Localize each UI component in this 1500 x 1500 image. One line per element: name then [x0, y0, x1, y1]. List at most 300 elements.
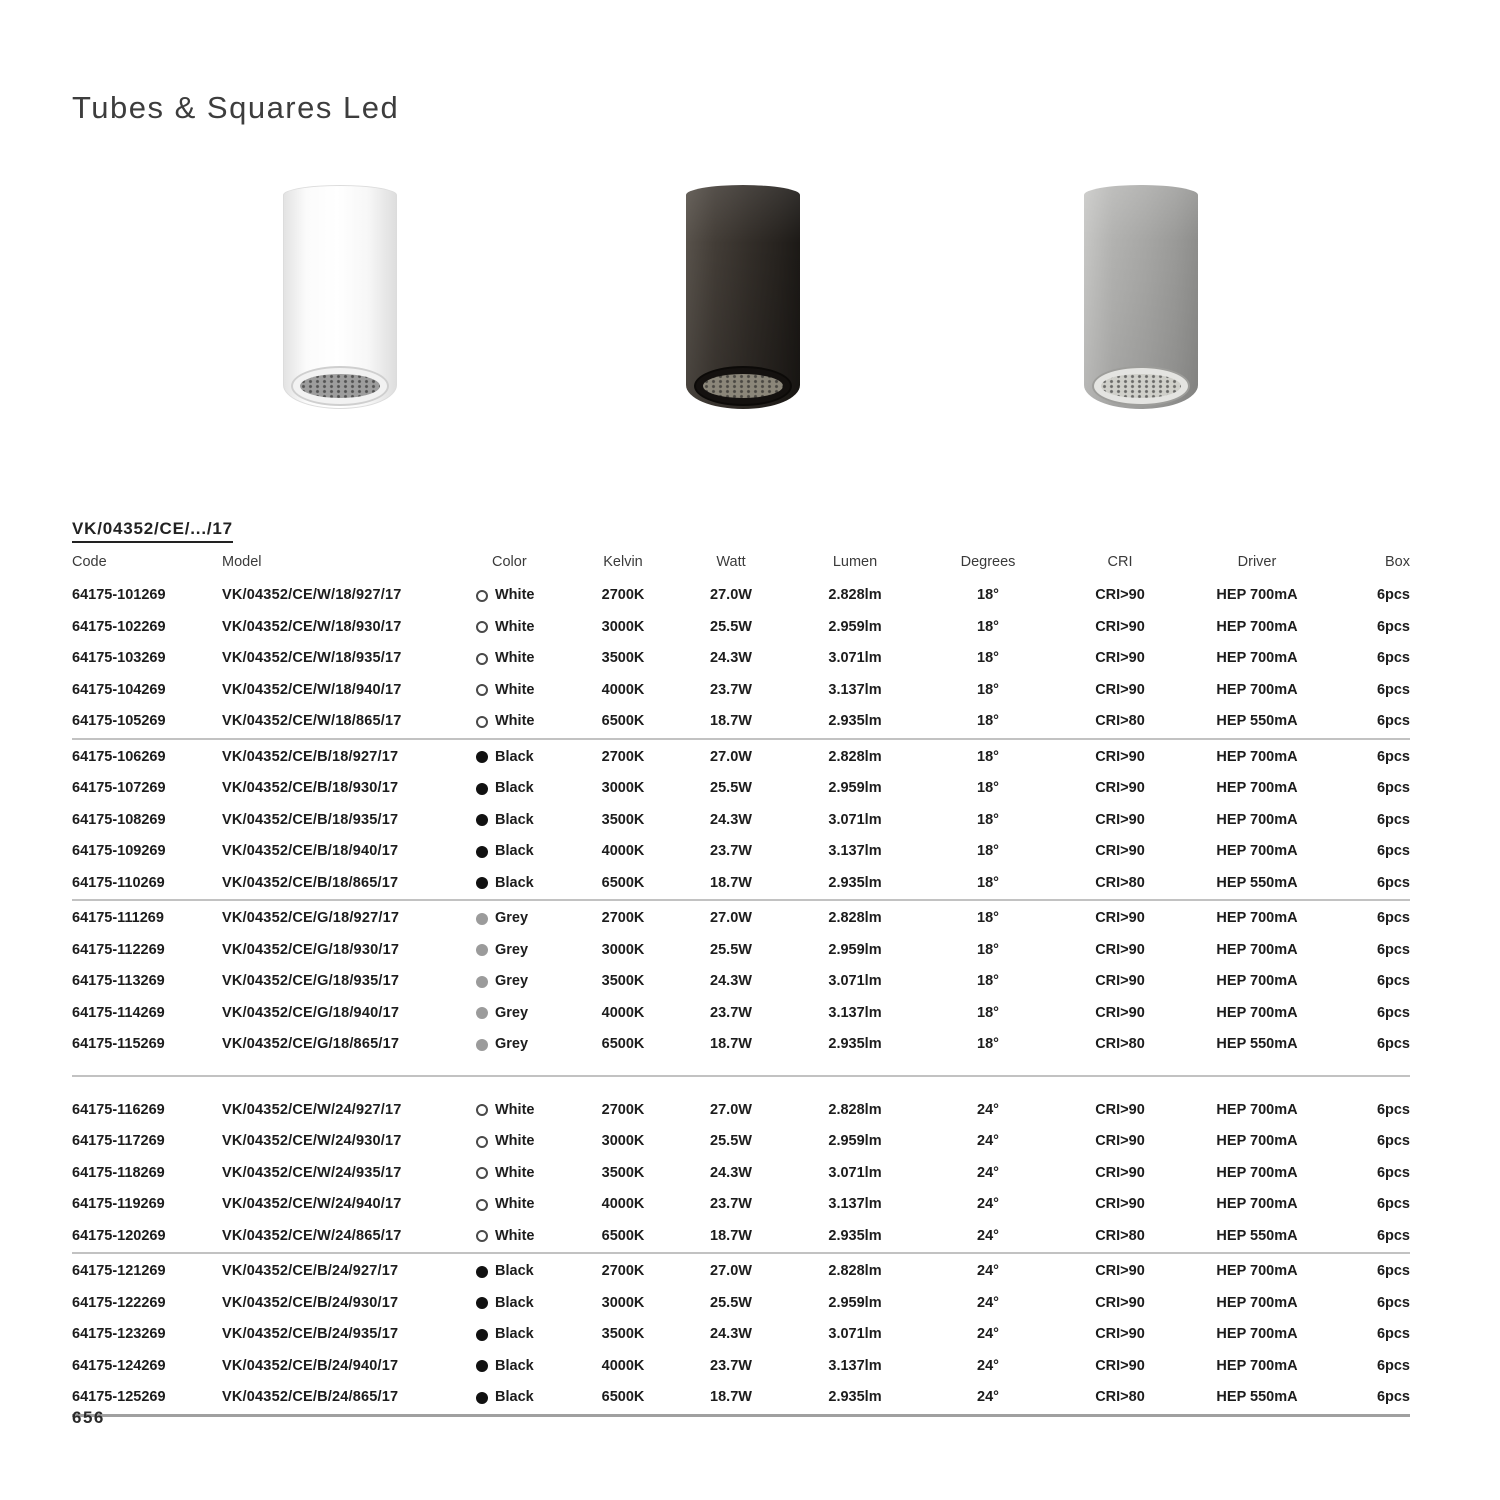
cell-color — [472, 580, 564, 612]
cell-cri: CRI>90 — [1095, 811, 1145, 828]
cell-driver: HEP 700mA — [1216, 650, 1298, 666]
color-label: Black — [495, 1389, 534, 1405]
cell-lumen: 2.828lm — [828, 1101, 882, 1118]
color-label: Black — [495, 1326, 534, 1342]
cell-cri: CRI>90 — [1095, 780, 1145, 796]
product-group — [72, 580, 1410, 740]
cell-model: VK/04352/CE/B/18/930/17 — [222, 780, 399, 796]
cell-kelvin: 2700K — [601, 748, 645, 765]
cell-box: 6pcs — [1376, 973, 1410, 989]
grey-color-dot-icon — [476, 1039, 488, 1051]
spec-table — [72, 519, 1410, 1417]
cell-lumen: 3.137lm — [828, 1196, 882, 1212]
cell-degrees: 24° — [977, 1133, 999, 1149]
cell-degrees: 24° — [977, 1326, 999, 1342]
cell-degrees: 18° — [977, 941, 999, 958]
cell-driver: HEP 700mA — [1216, 1294, 1298, 1311]
color-label: White — [495, 618, 535, 635]
cell-model: VK/04352/CE/G/18/865/17 — [222, 1036, 400, 1052]
cell-color — [472, 1095, 564, 1127]
table-row — [72, 706, 1410, 738]
table-row — [72, 1189, 1410, 1221]
white-color-dot-icon — [476, 1230, 488, 1242]
color-label: Black — [495, 811, 534, 828]
cell-degrees: 24° — [977, 1294, 999, 1311]
table-row — [72, 1351, 1410, 1383]
cell-color — [472, 1319, 564, 1351]
table-row — [72, 805, 1410, 837]
cell-kelvin: 6500K — [601, 713, 645, 729]
column-header-kelvin: Kelvin — [603, 554, 643, 570]
cell-kelvin: 6500K — [601, 1227, 645, 1244]
black-color-dot-icon — [476, 1392, 488, 1404]
table-row — [72, 868, 1410, 900]
color-label: Black — [495, 748, 534, 765]
column-header-model: Model — [222, 554, 262, 570]
cell-model: VK/04352/CE/W/18/940/17 — [222, 681, 402, 698]
cell-box: 6pcs — [1376, 910, 1410, 926]
white-color-dot-icon — [476, 590, 488, 602]
cell-driver: HEP 700mA — [1216, 1164, 1298, 1181]
white-color-dot-icon — [476, 716, 488, 728]
table-row — [72, 612, 1410, 644]
cell-watt: 23.7W — [710, 1004, 752, 1021]
black-color-dot-icon — [476, 846, 488, 858]
cell-driver: HEP 700mA — [1216, 681, 1298, 698]
cell-code: 64175-117269 — [72, 1133, 165, 1149]
color-label: Black — [495, 843, 534, 859]
cell-box: 6pcs — [1376, 1263, 1410, 1279]
cell-lumen: 2.959lm — [828, 1133, 882, 1149]
cell-box: 6pcs — [1376, 1389, 1410, 1405]
cell-model: VK/04352/CE/W/18/930/17 — [222, 618, 402, 635]
cell-watt: 24.3W — [710, 811, 752, 828]
cell-watt: 27.0W — [710, 748, 752, 765]
column-header-lumen: Lumen — [832, 554, 878, 570]
cell-kelvin: 3000K — [601, 1133, 645, 1149]
cell-watt: 27.0W — [710, 1263, 752, 1279]
cell-color — [472, 1126, 564, 1158]
cell-code: 64175-111269 — [72, 910, 164, 926]
cell-model: VK/04352/CE/B/18/865/17 — [222, 874, 399, 891]
table-row — [72, 1319, 1410, 1351]
cell-box: 6pcs — [1376, 1196, 1410, 1212]
cell-degrees: 18° — [977, 681, 999, 698]
cell-code: 64175-115269 — [72, 1036, 165, 1052]
cell-degrees: 24° — [977, 1357, 999, 1374]
black-color-dot-icon — [476, 1329, 488, 1341]
cell-color — [472, 773, 564, 805]
cell-box: 6pcs — [1376, 1036, 1410, 1052]
cell-model: VK/04352/CE/W/24/865/17 — [222, 1227, 402, 1244]
cell-degrees: 18° — [977, 811, 999, 828]
cell-watt: 25.5W — [710, 1133, 752, 1149]
cell-model: VK/04352/CE/B/18/940/17 — [222, 843, 399, 859]
cell-watt: 24.3W — [710, 973, 752, 989]
cell-code: 64175-124269 — [72, 1357, 166, 1374]
cell-kelvin: 6500K — [601, 874, 645, 891]
cell-driver: HEP 700mA — [1216, 910, 1298, 926]
cell-cri: CRI>90 — [1095, 941, 1145, 958]
cell-watt: 27.0W — [710, 910, 752, 926]
cell-degrees: 18° — [977, 618, 999, 635]
grey-color-dot-icon — [476, 913, 488, 925]
product-group — [72, 740, 1410, 902]
cell-cri: CRI>90 — [1095, 1326, 1145, 1342]
cell-driver: HEP 550mA — [1216, 713, 1298, 729]
color-label: Black — [495, 1357, 534, 1374]
table-row — [72, 1158, 1410, 1190]
black-color-dot-icon — [476, 877, 488, 889]
cell-cri: CRI>90 — [1095, 1357, 1145, 1374]
tube-lens-honeycomb-icon — [1092, 366, 1190, 406]
cell-degrees: 18° — [977, 780, 999, 796]
cell-model: VK/04352/CE/G/18/940/17 — [222, 1004, 400, 1021]
cell-degrees: 18° — [977, 650, 999, 666]
column-header-code: Code — [72, 554, 107, 570]
color-label: White — [495, 681, 535, 698]
table-row — [72, 1029, 1410, 1061]
cell-cri: CRI>90 — [1095, 618, 1145, 635]
cell-lumen: 3.137lm — [828, 1357, 882, 1374]
cell-kelvin: 3500K — [601, 811, 645, 828]
cell-color — [472, 1221, 564, 1253]
cell-lumen: 2.959lm — [828, 1294, 882, 1311]
color-label: White — [495, 1196, 535, 1212]
color-label: Black — [495, 874, 534, 891]
cell-degrees: 18° — [977, 748, 999, 765]
cell-box: 6pcs — [1376, 1101, 1410, 1118]
cell-box: 6pcs — [1376, 1326, 1410, 1342]
column-header-box: Box — [1385, 554, 1410, 570]
cell-degrees: 18° — [977, 910, 999, 926]
cell-color — [472, 675, 564, 707]
cell-driver: HEP 700mA — [1216, 780, 1298, 796]
cell-kelvin: 2700K — [601, 1101, 645, 1118]
cell-degrees: 18° — [977, 1036, 999, 1052]
color-label: Black — [495, 1263, 534, 1279]
cell-color — [472, 1158, 564, 1190]
honeycomb-reflector — [703, 374, 783, 398]
cell-watt: 23.7W — [710, 843, 752, 859]
cell-watt: 18.7W — [710, 713, 752, 729]
product-image-grey-tube — [1084, 185, 1198, 409]
cell-model: VK/04352/CE/B/24/940/17 — [222, 1357, 399, 1374]
cell-kelvin: 4000K — [601, 1357, 645, 1374]
cell-lumen: 3.137lm — [828, 681, 882, 698]
cell-lumen: 3.071lm — [828, 973, 882, 989]
table-row — [72, 1288, 1410, 1320]
cell-color — [472, 742, 564, 774]
cell-kelvin: 3000K — [601, 1294, 645, 1311]
cell-driver: HEP 700mA — [1216, 1196, 1298, 1212]
cell-watt: 23.7W — [710, 1196, 752, 1212]
cell-box: 6pcs — [1376, 1294, 1410, 1311]
table-row — [72, 1256, 1410, 1288]
cell-code: 64175-108269 — [72, 811, 166, 828]
cell-color — [472, 1351, 564, 1383]
cell-kelvin: 3500K — [601, 1164, 645, 1181]
cell-lumen: 3.071lm — [828, 650, 882, 666]
cell-lumen: 2.959lm — [828, 618, 882, 635]
table-header-row — [72, 552, 1410, 572]
cell-kelvin: 4000K — [601, 843, 645, 859]
color-label: Grey — [495, 941, 529, 958]
cell-code: 64175-106269 — [72, 748, 166, 765]
cell-box: 6pcs — [1376, 874, 1410, 891]
cell-kelvin: 2700K — [601, 910, 645, 926]
table-row — [72, 935, 1410, 967]
cell-cri: CRI>80 — [1095, 713, 1145, 729]
cell-cri: CRI>80 — [1095, 1227, 1145, 1244]
cell-kelvin: 2700K — [601, 587, 645, 603]
cell-code: 64175-110269 — [72, 874, 165, 891]
table-row — [72, 998, 1410, 1030]
page-number: 656 — [72, 1408, 105, 1427]
cell-lumen: 2.935lm — [828, 1227, 882, 1244]
cell-kelvin: 3000K — [601, 941, 645, 958]
cell-model: VK/04352/CE/G/18/927/17 — [222, 910, 400, 926]
cell-watt: 24.3W — [710, 1326, 752, 1342]
cell-lumen: 2.935lm — [828, 874, 882, 891]
product-group — [72, 901, 1410, 1077]
cell-color — [472, 998, 564, 1030]
cell-color — [472, 935, 564, 967]
cell-watt: 27.0W — [710, 587, 752, 603]
cell-code: 64175-118269 — [72, 1164, 165, 1181]
cell-cri: CRI>90 — [1095, 1164, 1145, 1181]
cell-driver: HEP 700mA — [1216, 941, 1298, 958]
cell-box: 6pcs — [1376, 1357, 1410, 1374]
cell-box: 6pcs — [1376, 811, 1410, 828]
cell-box: 6pcs — [1376, 587, 1410, 603]
color-label: White — [495, 1164, 535, 1181]
grey-color-dot-icon — [476, 976, 488, 988]
black-color-dot-icon — [476, 783, 488, 795]
cell-lumen: 2.828lm — [828, 587, 882, 603]
cell-cri: CRI>80 — [1095, 1389, 1145, 1405]
cell-code: 64175-120269 — [72, 1227, 166, 1244]
cell-lumen: 2.959lm — [828, 780, 882, 796]
tube-lens-honeycomb-icon — [694, 366, 792, 406]
cell-model: VK/04352/CE/B/24/935/17 — [222, 1326, 399, 1342]
cell-code: 64175-105269 — [72, 713, 166, 729]
cell-driver: HEP 700mA — [1216, 843, 1298, 859]
cell-kelvin: 6500K — [601, 1389, 645, 1405]
color-label: Grey — [495, 1004, 529, 1021]
cell-color — [472, 966, 564, 998]
cell-box: 6pcs — [1376, 1004, 1410, 1021]
product-group — [72, 1254, 1410, 1417]
cell-driver: HEP 700mA — [1216, 1101, 1298, 1118]
cell-box: 6pcs — [1376, 780, 1410, 796]
column-header-driver: Driver — [1237, 554, 1277, 570]
cell-code: 64175-104269 — [72, 681, 166, 698]
product-group — [72, 1093, 1410, 1255]
cell-cri: CRI>90 — [1095, 748, 1145, 765]
black-color-dot-icon — [476, 751, 488, 763]
cell-degrees: 18° — [977, 843, 999, 859]
cell-driver: HEP 700mA — [1216, 1326, 1298, 1342]
cell-color — [472, 1189, 564, 1221]
cell-model: VK/04352/CE/W/18/927/17 — [222, 587, 402, 603]
table-row — [72, 580, 1410, 612]
cell-code: 64175-121269 — [72, 1263, 166, 1279]
color-label: White — [495, 1101, 535, 1118]
white-color-dot-icon — [476, 1199, 488, 1211]
cell-lumen: 2.935lm — [828, 1389, 882, 1405]
cell-box: 6pcs — [1376, 1133, 1410, 1149]
black-color-dot-icon — [476, 814, 488, 826]
cell-color — [472, 903, 564, 935]
table-row — [72, 1221, 1410, 1253]
cell-kelvin: 2700K — [601, 1263, 645, 1279]
cell-driver: HEP 550mA — [1216, 1227, 1298, 1244]
white-color-dot-icon — [476, 653, 488, 665]
cell-cri: CRI>90 — [1095, 587, 1145, 603]
table-row — [72, 966, 1410, 998]
column-header-watt: Watt — [716, 554, 746, 570]
cell-box: 6pcs — [1376, 941, 1410, 958]
column-header-color: Color — [492, 554, 527, 570]
cell-box: 6pcs — [1376, 1164, 1410, 1181]
cell-model: VK/04352/CE/W/18/865/17 — [222, 713, 402, 729]
cell-driver: HEP 700mA — [1216, 1263, 1298, 1279]
color-label: White — [495, 650, 535, 666]
white-color-dot-icon — [476, 1167, 488, 1179]
cell-cri: CRI>90 — [1095, 1294, 1145, 1311]
cell-kelvin: 4000K — [601, 681, 645, 698]
cell-color — [472, 706, 564, 738]
color-label: White — [495, 587, 535, 603]
cell-kelvin: 3500K — [601, 973, 645, 989]
table-row — [72, 675, 1410, 707]
color-label: Black — [495, 780, 534, 796]
cell-model: VK/04352/CE/W/18/935/17 — [222, 650, 402, 666]
cell-model: VK/04352/CE/G/18/930/17 — [222, 941, 400, 958]
white-color-dot-icon — [476, 684, 488, 696]
cell-model: VK/04352/CE/B/24/930/17 — [222, 1294, 399, 1311]
cell-watt: 18.7W — [710, 1036, 752, 1052]
cell-degrees: 18° — [977, 973, 999, 989]
cell-cri: CRI>90 — [1095, 1004, 1145, 1021]
cell-watt: 18.7W — [710, 874, 752, 891]
table-row — [72, 1095, 1410, 1127]
cell-kelvin: 3500K — [601, 1326, 645, 1342]
cell-box: 6pcs — [1376, 650, 1410, 666]
cell-kelvin: 3500K — [601, 650, 645, 666]
cell-degrees: 18° — [977, 874, 999, 891]
cell-kelvin: 4000K — [601, 1196, 645, 1212]
cell-watt: 18.7W — [710, 1227, 752, 1244]
black-color-dot-icon — [476, 1360, 488, 1372]
cell-box: 6pcs — [1376, 618, 1410, 635]
cell-watt: 18.7W — [710, 1389, 752, 1405]
white-color-dot-icon — [476, 621, 488, 633]
cell-code: 64175-103269 — [72, 650, 166, 666]
color-label: White — [495, 1227, 535, 1244]
cell-code: 64175-113269 — [72, 973, 165, 989]
cell-model: VK/04352/CE/B/18/935/17 — [222, 811, 399, 828]
cell-code: 64175-125269 — [72, 1389, 166, 1405]
honeycomb-reflector — [300, 374, 380, 398]
cell-color — [472, 868, 564, 900]
color-label: Grey — [495, 910, 529, 926]
product-image-black-tube — [686, 185, 800, 409]
color-label: White — [495, 1133, 535, 1149]
cell-cri: CRI>90 — [1095, 1263, 1145, 1279]
page-title: Tubes & Squares Led — [72, 90, 400, 125]
table-row — [72, 643, 1410, 675]
cell-driver: HEP 550mA — [1216, 1389, 1298, 1405]
grey-color-dot-icon — [476, 944, 488, 956]
cell-watt: 23.7W — [710, 681, 752, 698]
cell-model: VK/04352/CE/W/24/927/17 — [222, 1101, 402, 1118]
cell-model: VK/04352/CE/W/24/930/17 — [222, 1133, 402, 1149]
grey-color-dot-icon — [476, 1007, 488, 1019]
cell-box: 6pcs — [1376, 681, 1410, 698]
color-label: Black — [495, 1294, 534, 1311]
cell-kelvin: 3000K — [601, 618, 645, 635]
cell-watt: 27.0W — [710, 1101, 752, 1118]
cell-cri: CRI>90 — [1095, 1196, 1145, 1212]
cell-driver: HEP 700mA — [1216, 748, 1298, 765]
cell-degrees: 24° — [977, 1389, 999, 1405]
cell-code: 64175-123269 — [72, 1326, 166, 1342]
cell-box: 6pcs — [1376, 1227, 1410, 1244]
cell-model: VK/04352/CE/B/24/927/17 — [222, 1263, 399, 1279]
white-color-dot-icon — [476, 1104, 488, 1116]
cell-watt: 23.7W — [710, 1357, 752, 1374]
black-color-dot-icon — [476, 1266, 488, 1278]
table-body — [72, 580, 1410, 1417]
cell-driver: HEP 550mA — [1216, 874, 1298, 891]
cell-code: 64175-112269 — [72, 941, 165, 958]
cell-watt: 25.5W — [710, 1294, 752, 1311]
cell-code: 64175-102269 — [72, 618, 166, 635]
cell-model: VK/04352/CE/W/24/935/17 — [222, 1164, 402, 1181]
cell-cri: CRI>90 — [1095, 650, 1145, 666]
cell-degrees: 24° — [977, 1227, 999, 1244]
cell-watt: 25.5W — [710, 618, 752, 635]
cell-code: 64175-109269 — [72, 843, 166, 859]
cell-degrees: 24° — [977, 1164, 999, 1181]
cell-lumen: 2.828lm — [828, 1263, 882, 1279]
black-color-dot-icon — [476, 1297, 488, 1309]
cell-color — [472, 643, 564, 675]
cell-color — [472, 1029, 564, 1061]
table-row — [72, 836, 1410, 868]
table-row — [72, 773, 1410, 805]
cell-driver: HEP 700mA — [1216, 618, 1298, 635]
cell-cri: CRI>90 — [1095, 681, 1145, 698]
color-label: White — [495, 713, 535, 729]
cell-cri: CRI>80 — [1095, 1036, 1145, 1052]
family-code-heading: VK/04352/CE/.../17 — [72, 519, 233, 543]
cell-cri: CRI>90 — [1095, 843, 1145, 859]
cell-code: 64175-101269 — [72, 587, 166, 603]
cell-lumen: 2.935lm — [828, 713, 882, 729]
cell-lumen: 2.959lm — [828, 941, 882, 958]
cell-lumen: 2.935lm — [828, 1036, 882, 1052]
honeycomb-reflector — [1101, 374, 1181, 398]
cell-driver: HEP 700mA — [1216, 1357, 1298, 1374]
cell-cri: CRI>80 — [1095, 874, 1145, 891]
cell-watt: 25.5W — [710, 941, 752, 958]
cell-color — [472, 1382, 564, 1414]
cell-degrees: 18° — [977, 713, 999, 729]
cell-degrees: 24° — [977, 1196, 999, 1212]
